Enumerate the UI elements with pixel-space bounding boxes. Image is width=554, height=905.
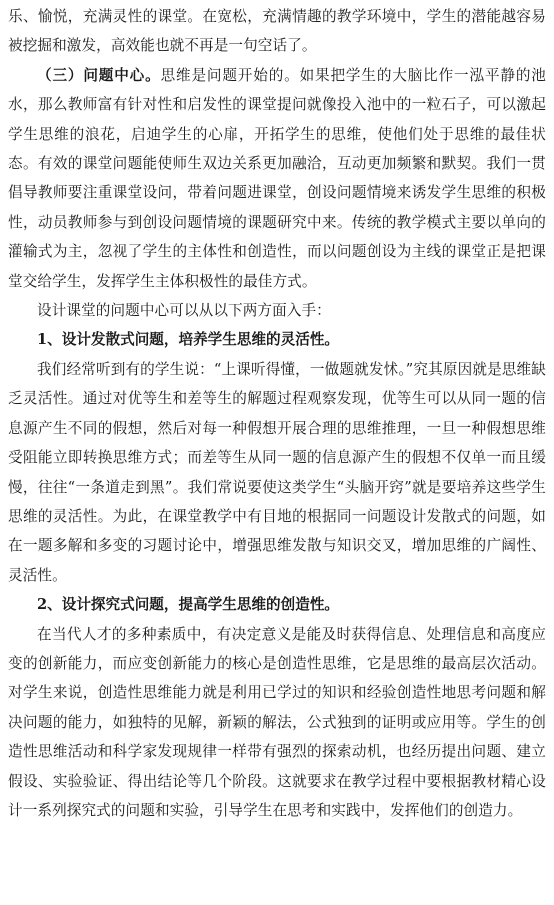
section-heading: （三）问题中心。 bbox=[37, 66, 161, 84]
point-2-body: 在当代人才的多种素质中，有决定意义是能及时获得信息、处理信息和高度应变的创新能力，而应变创新能力的核心是创造性思维，它是思维的最高层次活动。对学生来说，创造性思维能力就是利用已学过的知识和经验创造性地思考问题和解决问题的能力，如独特的见解，新颖的解法，公式独到的证明或应用等。学生的创造性思维活动和科学家发现规律一样带有强烈的探索动机，也经历提出问题、建立假设、实验验证、得出结论等几个阶段。这就要求在教学过程中要根据教材精心设计一系列探究式的问题和实验，引导学生在思考和实践中，发挥他们的创造力。 bbox=[8, 625, 546, 819]
point-2-heading: 2、设计探究式问题，提高学生思维的创造性。 bbox=[37, 596, 340, 614]
section-problem-center bbox=[8, 61, 546, 296]
section-body: 思维是问题开始的。如果把学生的大脑比作一泓平静的池水，那么教师富有针对性和启发性的课堂提问就像投入池中的一粒石子，可以激起学生思维的浪花，启迪学生的心扉，开拓学生的思维，使他们处于思维的最佳状态。有效的课堂问题能使师生双边关系更加融洽，互动更加频繁和默契。我们一贯倡导教师要注重课堂设问，带着问题进课堂，创设问题情境来诱发学生思维的积极性，动员教师参与到创设问题情境的课题研究中来。传统的教学模式主要以单向的灌输式为主，忽视了学生的主体性和创造性，而以问题创设为主线的课堂正是把课堂交给学生，发挥学生主体积极性的最佳方式。 bbox=[8, 66, 546, 290]
point-1-body: 我们经常听到有的学生说：“上课听得懂，一做题就发怵。”究其原因就是思维缺乏灵活性。通过对优等生和差等生的解题过程观察发现，优等生可以从同一题的信息源产生不同的假想，然后对每一种假想开展合理的思维推理，一旦一种假想思维受阻能立即转换思维方式；而差等生从同一题的信息源产生的假想不仅单一而且缓慢，往往“一条道走到黑”。我们常说要使这类学生“头脑开窍”就是要培养这些学生思维的灵活性。为此，在课堂教学中有目地的根据同一问题设计发散式的问题，如在一题多解和多变的习题讨论中，增强思维发散与知识交叉，增加思维的广阔性、灵活性。 bbox=[8, 360, 546, 584]
intro-paragraph: 设计课堂的问题中心可以从以下两方面入手： bbox=[37, 302, 331, 320]
point-1-heading: 1、设计发散式问题，培养学生思维的灵活性。 bbox=[37, 331, 340, 349]
paragraph-continuation: 乐、愉悦，充满灵性的课堂。在宽松，充满情趣的教学环境中，学生的潜能越容易被挖掘和激发，高效能也就不再是一句空话了。 bbox=[8, 8, 546, 55]
